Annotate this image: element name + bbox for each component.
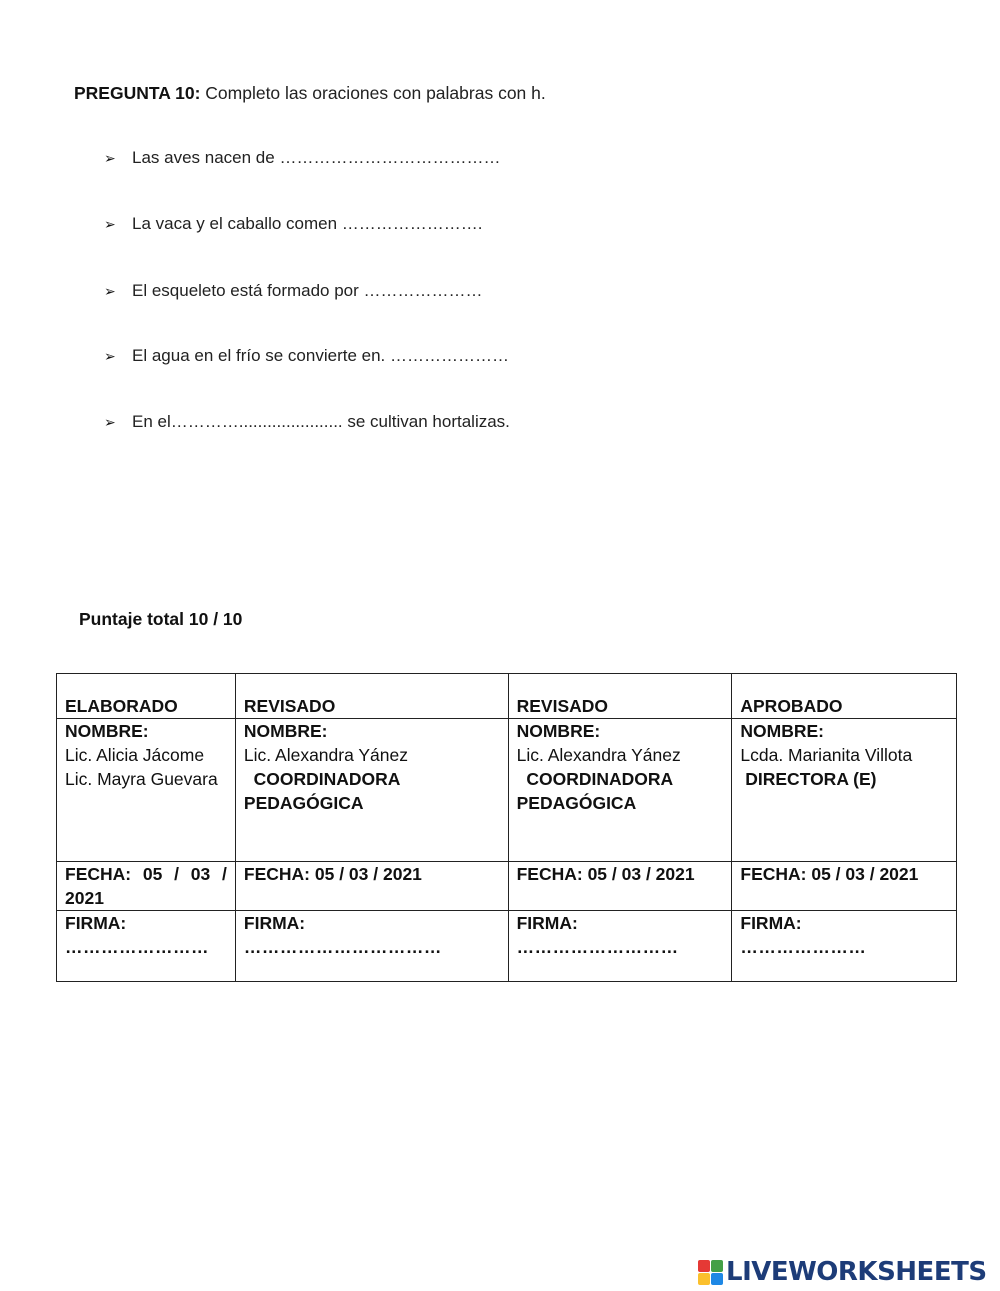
total-score: Puntaje total 10 / 10 (79, 609, 243, 629)
name-label: NOMBRE: (243, 721, 328, 741)
header-cell: APROBADO (732, 674, 957, 719)
question-label: PREGUNTA 10: (74, 83, 201, 103)
header-cell: ELABORADO (57, 674, 236, 719)
name-label: NOMBRE: (65, 721, 149, 741)
person-role: DIRECTORA (E) (740, 769, 877, 789)
arrow-bullet-icon: ➢ (104, 215, 116, 232)
list-item (104, 214, 483, 234)
person-role: COORDINADORA PEDAGÓGICA (516, 769, 678, 813)
signature-line: ……………………… (516, 937, 679, 957)
list-item (104, 148, 500, 168)
date-cell: FECHA: 05 / 03 / 2021 (235, 862, 508, 911)
table-row (57, 862, 957, 911)
table-row (57, 719, 957, 862)
person-name: Lic. Alexandra Yánez (516, 745, 681, 765)
date-cell: FECHA: 05 / 03 / 2021 (732, 862, 957, 911)
liveworksheets-logo (698, 1257, 987, 1287)
signature-line: ………………… (740, 937, 867, 957)
signature-cell (508, 911, 732, 982)
name-cell (732, 719, 957, 862)
person-name: Lcda. Marianita Villota (740, 745, 913, 765)
item-text: En el…………...................... se cultivan hortalizas. (132, 412, 510, 431)
table-row (57, 911, 957, 982)
list-item (104, 281, 483, 301)
arrow-bullet-icon: ➢ (104, 282, 116, 299)
signature-cell (235, 911, 508, 982)
item-text: Las aves nacen de ………………………………… (132, 148, 501, 167)
item-text: La vaca y el caballo comen ……………………. (132, 214, 483, 233)
firma-label: FIRMA: (516, 913, 578, 933)
name-label: NOMBRE: (740, 721, 824, 741)
firma-label: FIRMA: (243, 913, 306, 933)
signature-line: …………………………… (243, 937, 442, 957)
list-item (104, 412, 510, 432)
name-cell (57, 719, 236, 862)
person-name: Lic. Alexandra Yánez (243, 745, 409, 765)
person-name: Lic. Alicia Jácome (65, 745, 205, 765)
name-cell (235, 719, 508, 862)
name-cell (508, 719, 732, 862)
header-cell: REVISADO (235, 674, 508, 719)
signature-cell (57, 911, 236, 982)
logo-text: LIVEWORKSHEETS (726, 1257, 987, 1287)
item-text: El agua en el frío se convierte en. ………………… (132, 346, 509, 365)
person-name: Lic. Mayra Guevara (65, 769, 218, 789)
table-header-row (57, 674, 957, 719)
list-item (104, 346, 509, 366)
name-label: NOMBRE: (516, 721, 601, 741)
signature-cell (732, 911, 957, 982)
header-cell: REVISADO (508, 674, 732, 719)
question-text: Completo las oraciones con palabras con h. (200, 83, 546, 103)
question-10 (74, 83, 546, 104)
date-cell: FECHA: 05 / 03 / 2021 (57, 862, 236, 911)
signature-table (56, 673, 957, 982)
person-role: COORDINADORA PEDAGÓGICA (243, 769, 405, 813)
arrow-bullet-icon: ➢ (104, 413, 116, 430)
date-cell: FECHA: 05 / 03 / 2021 (508, 862, 732, 911)
firma-label: FIRMA: (65, 913, 127, 933)
arrow-bullet-icon: ➢ (104, 149, 116, 166)
signature-line: …………………… (65, 937, 209, 957)
firma-label: FIRMA: (740, 913, 802, 933)
arrow-bullet-icon: ➢ (104, 347, 116, 364)
item-text: El esqueleto está formado por ………………… (132, 281, 483, 300)
liveworksheets-logo-icon (698, 1260, 723, 1285)
